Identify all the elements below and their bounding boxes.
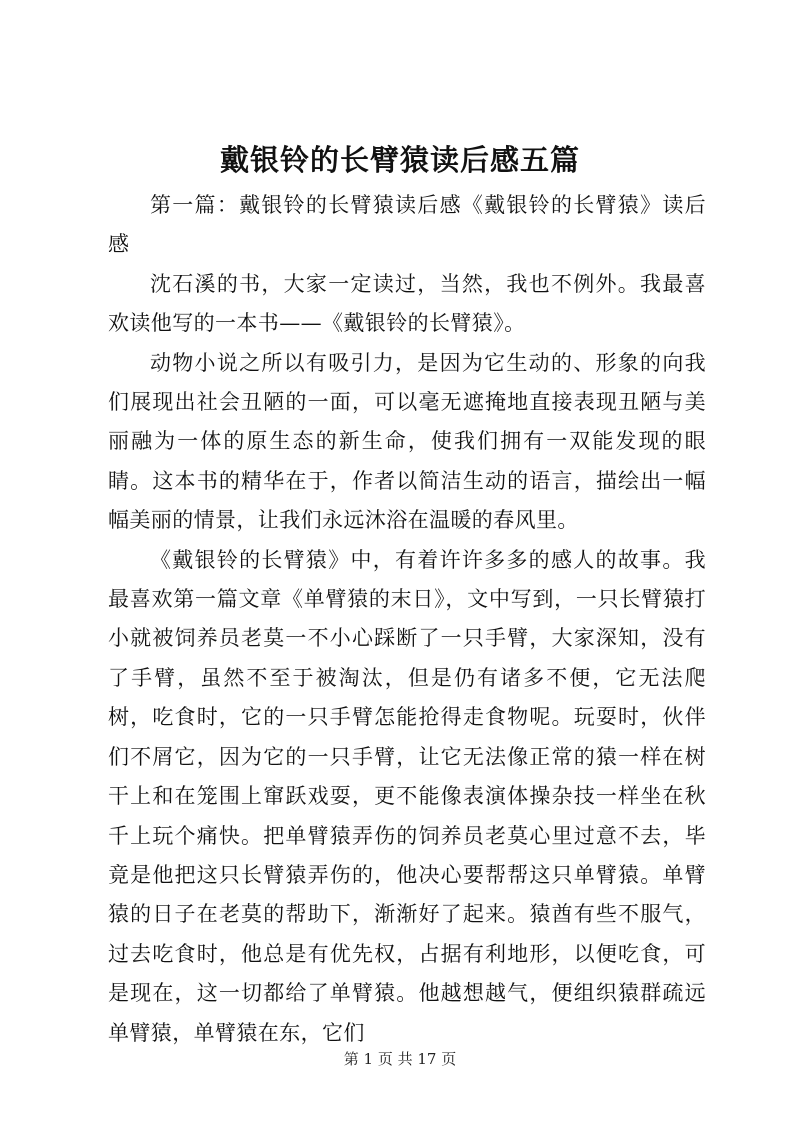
- section-heading-paragraph: 第一篇：戴银铃的长臂猿读后感《戴银铃的长臂猿》读后感: [108, 193, 706, 257]
- page-number-footer: 第 1 页 共 17 页: [343, 1050, 457, 1068]
- body-paragraph: 《戴银铃的长臂猿》中，有着许许多多的感人的故事。我最喜欢第一篇文章《单臂猿的末日》，文中写到，一只长臂猿打小就被饲养员老莫一不小心踩断了一只手臂，大家深知，没有了手臂，虽然不至于被淘汰，但是仍有诸多不便，它无法爬树，吃食时，它的一只手臂怎能抢得走食物呢。玩耍时，伙伴们不屑它，因为它的一只手臂，让它无法像正常的猿一样在树干上和在笼围上窜跃戏耍，更不能像表演体操杂技一样坐在秋千上玩个痛快。把单臂猿弄伤的饲养员老莫心里过意不去，毕竟是他把这只长臂猿弄伤的，他决心要帮帮这只单臂猿。单臂猿的日子在老莫的帮助下，渐渐好了起来。猿酋有些不服气，过去吃食时，他总是有优先权，占据有利地形，以便吃食，可是现在，这一切都给了单臂猿。他越想越气，便组织猿群疏远单臂猿，单臂猿在东，它们: [108, 547, 706, 1045]
- document-body: [108, 186, 706, 1053]
- body-paragraph: 动物小说之所以有吸引力，是因为它生动的、形象的向我们展现出社会丑陋的一面，可以毫无遮掩地直接表现丑陋与美丽融为一体的原生态的新生命，使我们拥有一双能发现的眼睛。这本书的精华在于，作者以简洁生动的语言，描绘出一幅幅美丽的情景，让我们永远沐浴在温暖的春风里。: [108, 350, 706, 533]
- body-paragraph: 沈石溪的书，大家一定读过，当然，我也不例外。我最喜欢读他写的一本书——《戴银铃的长臂猿》。: [108, 271, 706, 336]
- document-title: 戴银铃的长臂猿读后感五篇: [219, 143, 580, 177]
